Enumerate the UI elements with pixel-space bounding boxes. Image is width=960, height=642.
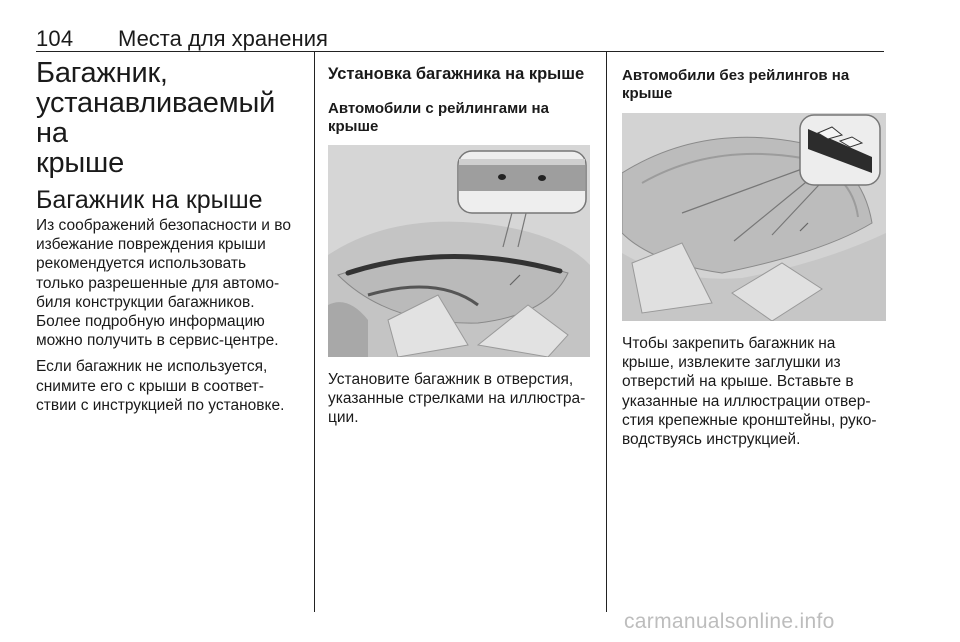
heading-line: Багажник, bbox=[36, 57, 168, 89]
watermark: carmanualsonline.info bbox=[624, 610, 835, 633]
text-line: Если багажник не используется, bbox=[36, 358, 268, 376]
caption-line: отверстий на крыше. Вставьте в bbox=[622, 373, 854, 391]
text-line: ствии с инструкцией по установке. bbox=[36, 396, 285, 414]
safety-paragraph bbox=[36, 216, 302, 350]
text-line: только разрешенные для автомо- bbox=[36, 274, 280, 292]
main-heading bbox=[36, 58, 302, 178]
caption-line: указанные стрелками на иллюстра- bbox=[328, 390, 586, 408]
page-header bbox=[36, 26, 884, 52]
column-right bbox=[622, 56, 886, 449]
text-line: рекомендуется использовать bbox=[36, 255, 247, 273]
subheading-line: Автомобили без рейлингов на bbox=[622, 67, 850, 84]
rails-subheading bbox=[328, 100, 590, 136]
car-roof-without-rails-icon bbox=[622, 113, 886, 321]
caption-line: Установите багажник в отверстия, bbox=[328, 371, 574, 388]
text-line: снимите его с крыши в соответ- bbox=[36, 377, 264, 395]
section-title: Места для хранения bbox=[118, 26, 328, 51]
subheading-line: крыше bbox=[328, 118, 379, 135]
text-line: избежание повреждения крыши bbox=[36, 236, 266, 254]
caption-line: Чтобы закрепить багажник на bbox=[622, 335, 836, 352]
subheading-line: крыше bbox=[622, 85, 673, 102]
caption-line: ции. bbox=[328, 409, 359, 427]
caption-line: указанные на иллюстрации отвер- bbox=[622, 392, 871, 410]
no-rails-caption bbox=[622, 334, 886, 449]
heading-line: крыше bbox=[36, 147, 125, 179]
text-line: биля конструкции багажников. bbox=[36, 293, 255, 311]
caption-line: водствуясь инструкцией. bbox=[622, 431, 801, 449]
caption-line: стия крепежные кронштейны, руко- bbox=[622, 411, 877, 429]
text-line: Более подробную информацию bbox=[36, 313, 265, 331]
column-left bbox=[36, 56, 302, 422]
no-rails-subheading bbox=[622, 67, 886, 103]
install-heading: Установка багажника на крыше bbox=[328, 65, 585, 83]
column-divider-right bbox=[606, 52, 607, 612]
page-number: 104 bbox=[36, 26, 74, 51]
column-divider-left bbox=[314, 52, 315, 612]
text-line: можно получить в сервис-центре. bbox=[36, 332, 279, 350]
car-roof-with-rails-icon bbox=[328, 145, 590, 357]
caption-line: крыше, извлеките заглушки из bbox=[622, 354, 841, 372]
removal-paragraph bbox=[36, 357, 302, 415]
subheading-line: Автомобили с рейлингами на bbox=[328, 100, 549, 117]
column-middle bbox=[328, 56, 590, 427]
sub-heading: Багажник на крыше bbox=[36, 186, 263, 214]
header-divider bbox=[36, 51, 884, 52]
text-line: Из соображений безопасности и во bbox=[36, 217, 291, 234]
heading-line: устанавливаемый на bbox=[36, 87, 276, 149]
rails-caption bbox=[328, 370, 590, 428]
